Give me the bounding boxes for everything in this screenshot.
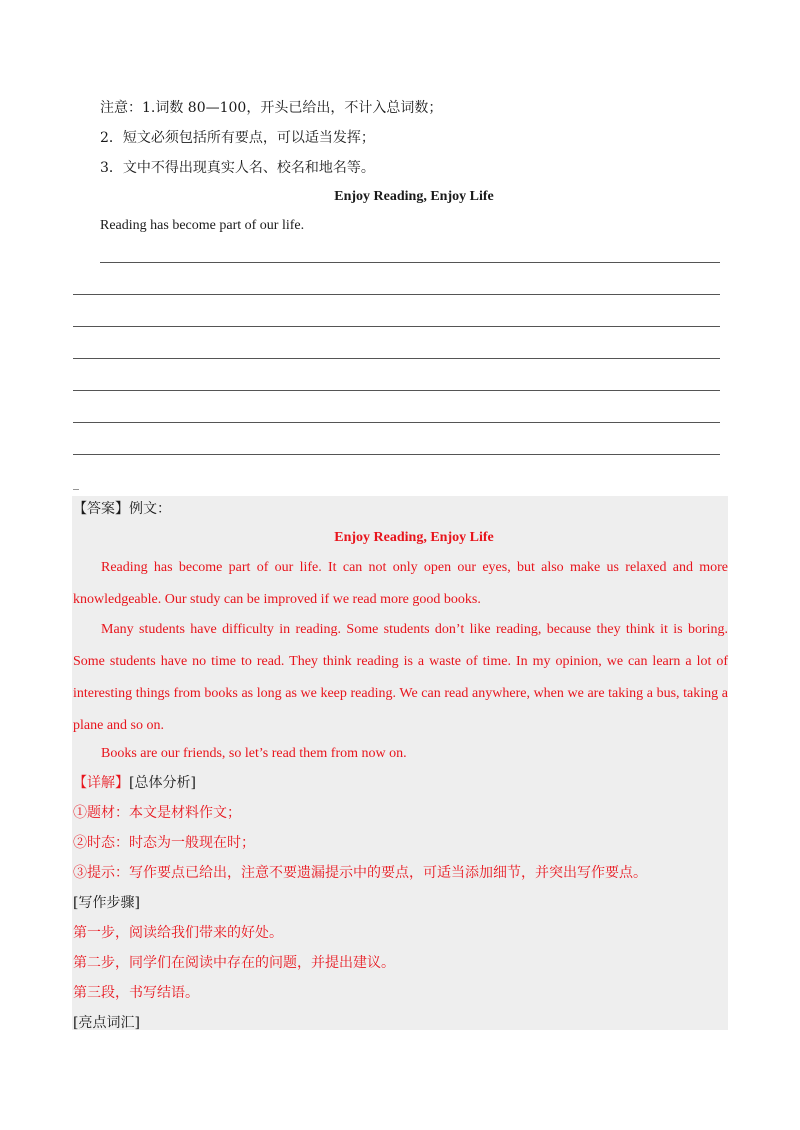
writing-line xyxy=(73,390,720,391)
analysis-point-2: ②时态：时态为一般现在时； xyxy=(73,835,255,851)
vocab-header: [亮点词汇] xyxy=(73,1015,140,1031)
answer-title: Enjoy Reading, Enjoy Life xyxy=(334,530,494,545)
writing-line xyxy=(73,294,720,295)
writing-line xyxy=(100,262,720,263)
task-title: Enjoy Reading, Enjoy Life xyxy=(334,189,494,204)
analysis-header xyxy=(73,773,196,793)
answer-paragraph-3: Books are our friends, so let’s read them from now on. xyxy=(101,746,407,761)
analysis-point-1: ①题材：本文是材料作文； xyxy=(73,805,241,821)
note-1: 注意：1.词数 80—100，开头已给出，不计入总词数； xyxy=(100,100,443,116)
steps-header: [写作步骤] xyxy=(73,895,140,911)
writing-line xyxy=(73,422,720,423)
writing-line xyxy=(73,358,720,359)
answer-label: 【答案】例文： xyxy=(73,501,171,517)
analysis-label: 【详解】 xyxy=(73,775,129,791)
step-1: 第一步，阅读给我们带来的好处。 xyxy=(73,925,283,941)
writing-line xyxy=(73,326,720,327)
task-opening: Reading has become part of our life. xyxy=(100,218,305,233)
note-3: 3．文中不得出现真实人名、校名和地名等。 xyxy=(100,160,375,176)
writing-line xyxy=(73,454,720,455)
answer-paragraph-1: Reading has become part of our life. It can not only open our eyes, but also make us relaxed and more knowledgeable. Our study can be improved if we read more good books. xyxy=(73,560,728,607)
step-3: 第三段，书写结语。 xyxy=(73,985,199,1001)
analysis-overall: [总体分析] xyxy=(129,775,196,791)
step-2: 第二步，同学们在阅读中存在的问题，并提出建议。 xyxy=(73,955,395,971)
note-2: 2．短文必须包括所有要点，可以适当发挥； xyxy=(100,130,375,146)
answer-paragraph-2: Many students have difficulty in reading. Some students don’t like reading, because they think it is boring. Some students have no time to read. They think reading is a waste of time. In my opinion, we can learn a lot of interesting things from books as long as we keep reading. We can read anywhere, when we are taking a bus, taking a plane and so on. xyxy=(73,622,728,733)
blank-marker: _ xyxy=(73,476,79,490)
analysis-point-3: ③提示：写作要点已给出，注意不要遗漏提示中的要点，可适当添加细节，并突出写作要点。 xyxy=(73,865,647,881)
